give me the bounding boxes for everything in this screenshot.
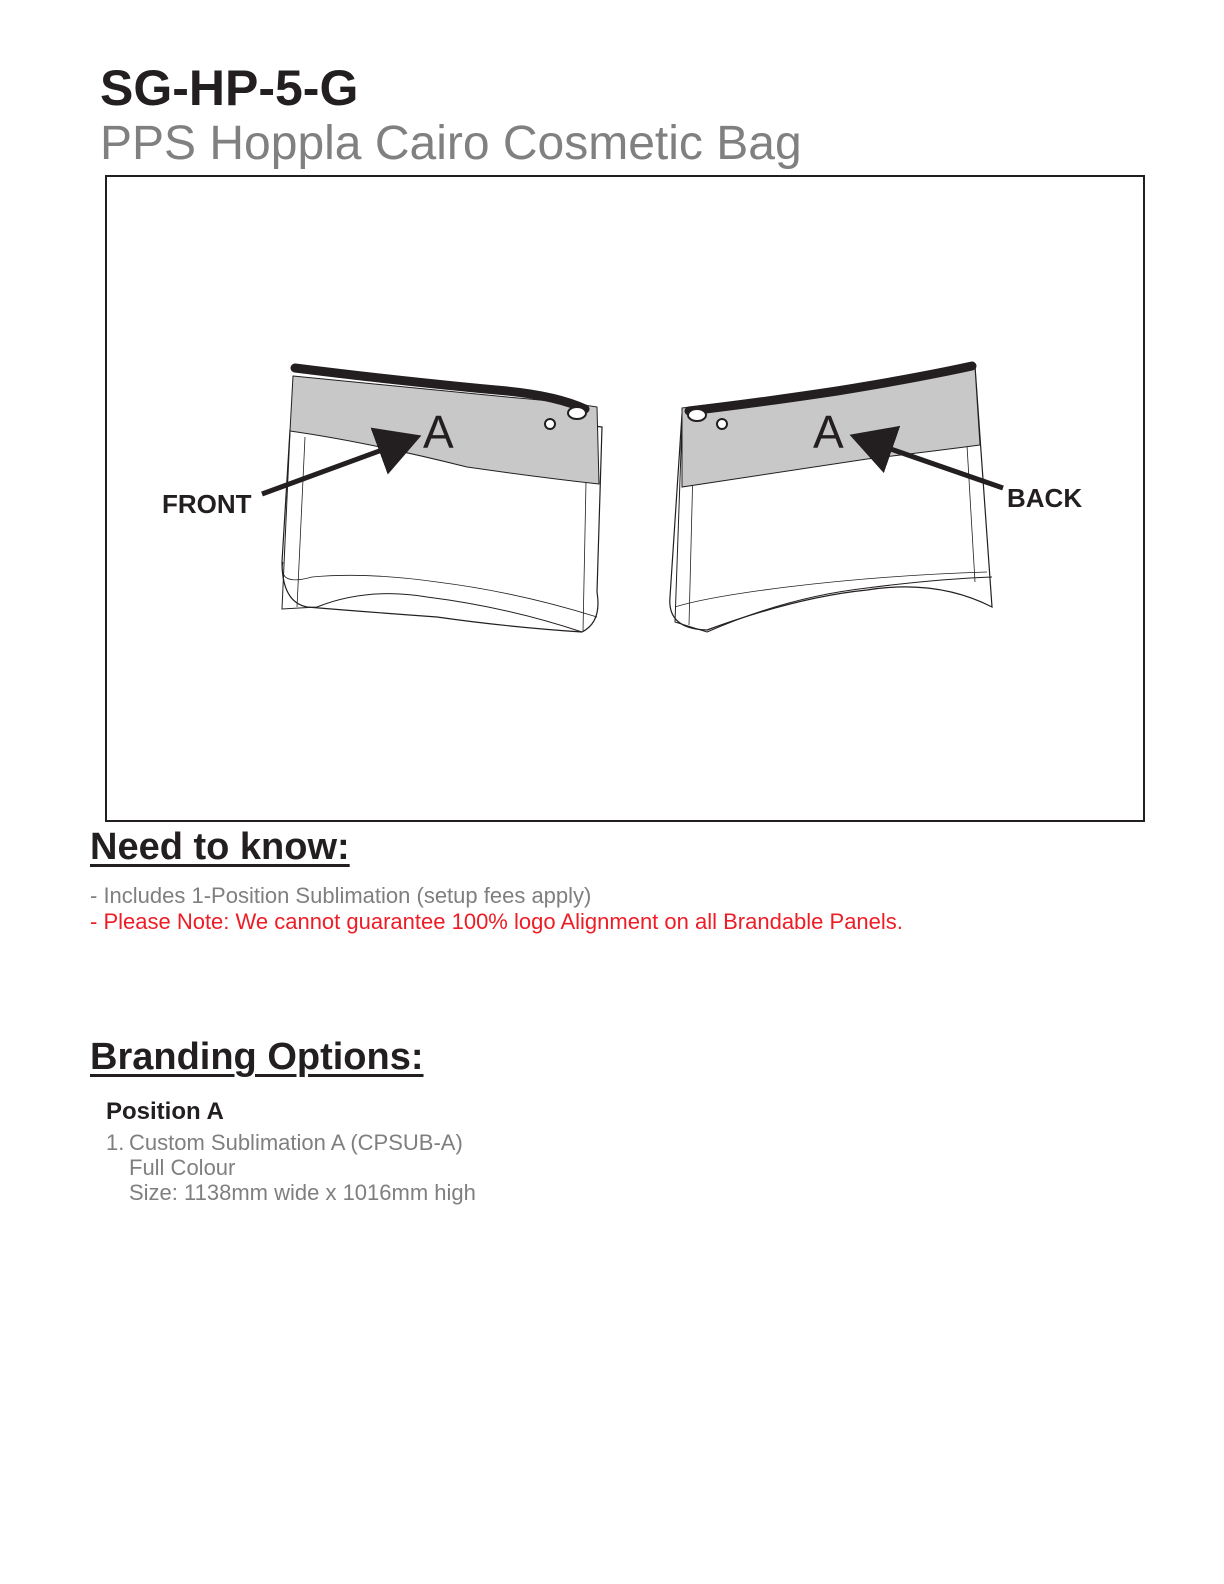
option-size: Size: 1138mm wide x 1016mm high	[129, 1180, 476, 1205]
option-number: 1.	[106, 1130, 125, 1155]
note-alignment-warning: - Please Note: We cannot guarantee 100% logo Alignment on all Brandable Panels.	[90, 909, 903, 934]
branding-options-heading: Branding Options:	[90, 1036, 424, 1078]
note-setup-fees: - Includes 1-Position Sublimation (setup fees apply)	[90, 883, 592, 908]
front-zip-pull-icon	[568, 407, 586, 419]
option-name: Custom Sublimation A (CPSUB-A)	[129, 1130, 463, 1155]
branding-diagram	[105, 175, 1145, 822]
position-a-title: Position A	[106, 1098, 224, 1125]
need-to-know-heading: Need to know:	[90, 826, 350, 868]
front-label: FRONT	[162, 489, 252, 519]
front-position-letter: A	[423, 406, 454, 458]
back-zip-pull-icon	[688, 409, 706, 421]
bag-illustration	[107, 177, 1143, 820]
product-code: SG-HP-5-G	[100, 60, 359, 116]
product-name: PPS Hoppla Cairo Cosmetic Bag	[100, 117, 802, 170]
back-label: BACK	[1007, 483, 1083, 513]
option-colour: Full Colour	[129, 1155, 236, 1180]
back-position-letter: A	[813, 406, 844, 458]
